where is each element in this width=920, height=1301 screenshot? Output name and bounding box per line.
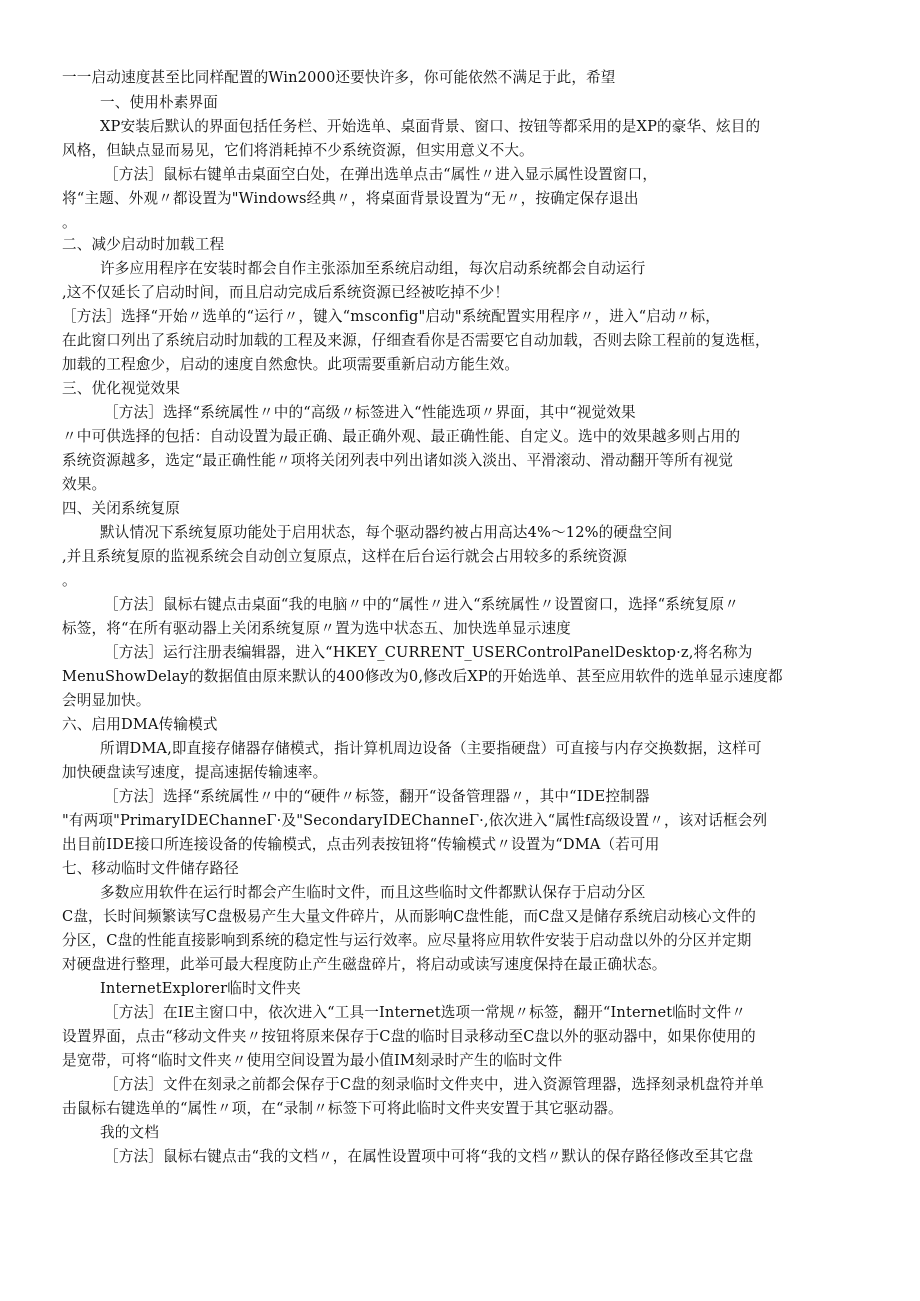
text-line: ,这不仅延长了启动时间，而且启动完成后系统资源已经被吃掉不少！ [62,284,510,301]
text-line: 标签，将“在所有驱动器上关闭系统复原〃置为选中状态五、加快选单显示速度 [62,620,571,637]
text-line: 在此窗口列出了系统启动时加载的工程及来源，仔细查看你是否需要它自动加载，否则去除工程前的复选框， [62,332,770,349]
text-line: 是宽带，可将“临时文件夹〃使用空间设置为最小值IM刻录时产生的临时文件 [62,1052,563,1069]
text-line: 多数应用软件在运行时都会产生临时文件，而且这些临时文件都默认保存于启动分区 [100,884,646,901]
text-line: ［方法］选择“开始〃选单的“运行〃，键入“msconfig"启动"系统配置实用程序〃，进入“启动〃标， [62,308,720,325]
text-line: ［方法］在IE主窗口中，依次进入“工具一Internet选项一常规〃标签，翻开“Internet临时文件〃 [104,1004,746,1021]
text-line: 所谓DMA,即直接存储器存储模式，指计算机周边设备（主要指硬盘）可直接与内存交换数据，这样可 [100,740,762,757]
section-heading: 六、启用DMA传输模式 [62,716,218,733]
section-heading: 四、关闭系统复原 [62,500,180,517]
text-line: ［方法］鼠标右键单击桌面空白处，在弹出选单点击“属性〃进入显示属性设置窗口， [104,166,658,183]
text-line: 许多应用程序在安装时都会自作主张添加至系统启动组，每次启动系统都会自动运行 [100,260,646,277]
text-line: 效果。 [62,476,107,493]
text-line: "有两项"PrimaryIDEChanneΓ·及"SecondaryIDEChanneΓ·,依次进入“属性f高级设置〃，该对话框会列 [62,812,768,829]
text-line: ［方法］鼠标右键点击桌面“我的电脑〃中的“属性〃进入“系统属性〃设置窗口，选择“系统复原〃 [104,596,739,613]
text-line: ,并且系统复原的监视系统会自动创立复原点，这样在后台运行就会占用较多的系统资源 [62,548,628,565]
text-line: C盘，长时间频繁读写C盘极易产生大量文件碎片，从而影响C盘性能，而C盘又是储存系统启动核心文件的 [62,908,756,925]
text-line: ［方法］文件在刻录之前都会保存于C盘的刻录临时文件夹中，进入资源管理器，选择刻录机盘符并单 [104,1076,765,1093]
text-line: 设置界面，点击“移动文件夹〃按钮将原来保存于C盘的临时目录移动至C盘以外的驱动器中，如果你使用的 [62,1028,756,1045]
text-line: ［方法］鼠标右键点击“我的文档〃，在属性设置项中可将“我的文档〃默认的保存路径修改至其它盘 [104,1148,754,1165]
text-line: 一一启动速度甚至比同样配置的Win2000还要快许多，你可能依然不满足于此，希望 [62,69,616,86]
text-line: 〃中可供选择的包括：自动设置为最正确、最正确外观、最正确性能、自定义。选中的效果越多则占用的 [62,428,741,445]
text-line: 将“主题、外观〃都设置为"Windows经典〃，将桌面背景设置为“无〃，按确定保存退出 [62,190,639,207]
section-heading: 三、优化视觉效果 [62,380,180,397]
section-heading: 一、使用朴素界面 [100,94,218,111]
text-line: 。 [62,572,77,589]
text-line: 默认情况下系统复原功能处于启用状态，每个驱动器约被占用高达4%〜12%的硬盘空间 [100,524,673,541]
section-heading: 二、减少启动时加载工程 [62,236,225,253]
text-line: 系统资源越多，选定“最正确性能〃项将关闭列表中列出诸如淡入淡出、平滑滚动、滑动翻开等所有视觉 [62,452,734,469]
text-line: 击鼠标右键选单的“属性〃项，在“录制〃标签下可将此临时文件夹安置于其它驱动器。 [62,1100,623,1117]
text-line: 出目前IDE接口所连接设备的传输模式，点击列表按钮将“传输模式〃设置为“DMA（若可用 [62,836,660,853]
text-line: ［方法］选择“系统属性〃中的“硬件〃标签，翻开“设备管理器〃，其中“IDE控制器 [104,788,650,805]
text-line: 分区，C盘的性能直接影响到系统的稳定性与运行效率。应尽量将应用软件安装于启动盘以外的分区并定期 [62,932,752,949]
text-line: 对硬盘进行整理，此举可最大程度防止产生磁盘碎片，将启动或读写速度保持在最正确状态。 [62,956,667,973]
text-line: 风格，但缺点显而易见，它们将消耗掉不少系统资源，但实用意义不大。 [62,142,534,159]
text-line: 。 [62,214,77,231]
text-line: XP安装后默认的界面包括任务栏、开始选单、桌面背景、窗口、按钮等都采用的是XP的豪华、炫目的 [100,118,761,135]
text-line: 加载的工程愈少，启动的速度自然愈快。此项需要重新启动方能生效。 [62,356,520,373]
section-heading: InternetExplorer临时文件夹 [100,980,301,997]
text-line: ［方法］选择“系统属性〃中的“高级〃标签进入“性能选项〃界面，其中“视觉效果 [104,404,636,421]
section-heading: 我的文档 [100,1124,159,1141]
text-line: 加快硬盘读写速度，提高速据传输速率。 [62,764,328,781]
text-line: ［方法］运行注册表编辑器，进入“HKEY_CURRENT_USERControlPanelDesktop·z,将名称为 [104,644,753,661]
text-line: MenuShowDelay的数据值由原来默认的400修改为0,修改后XP的开始选单、甚至应用软件的选单显示速度都 [62,668,783,685]
text-line: 会明显加快。 [62,692,151,709]
section-heading: 七、移动临时文件储存路径 [62,860,239,877]
